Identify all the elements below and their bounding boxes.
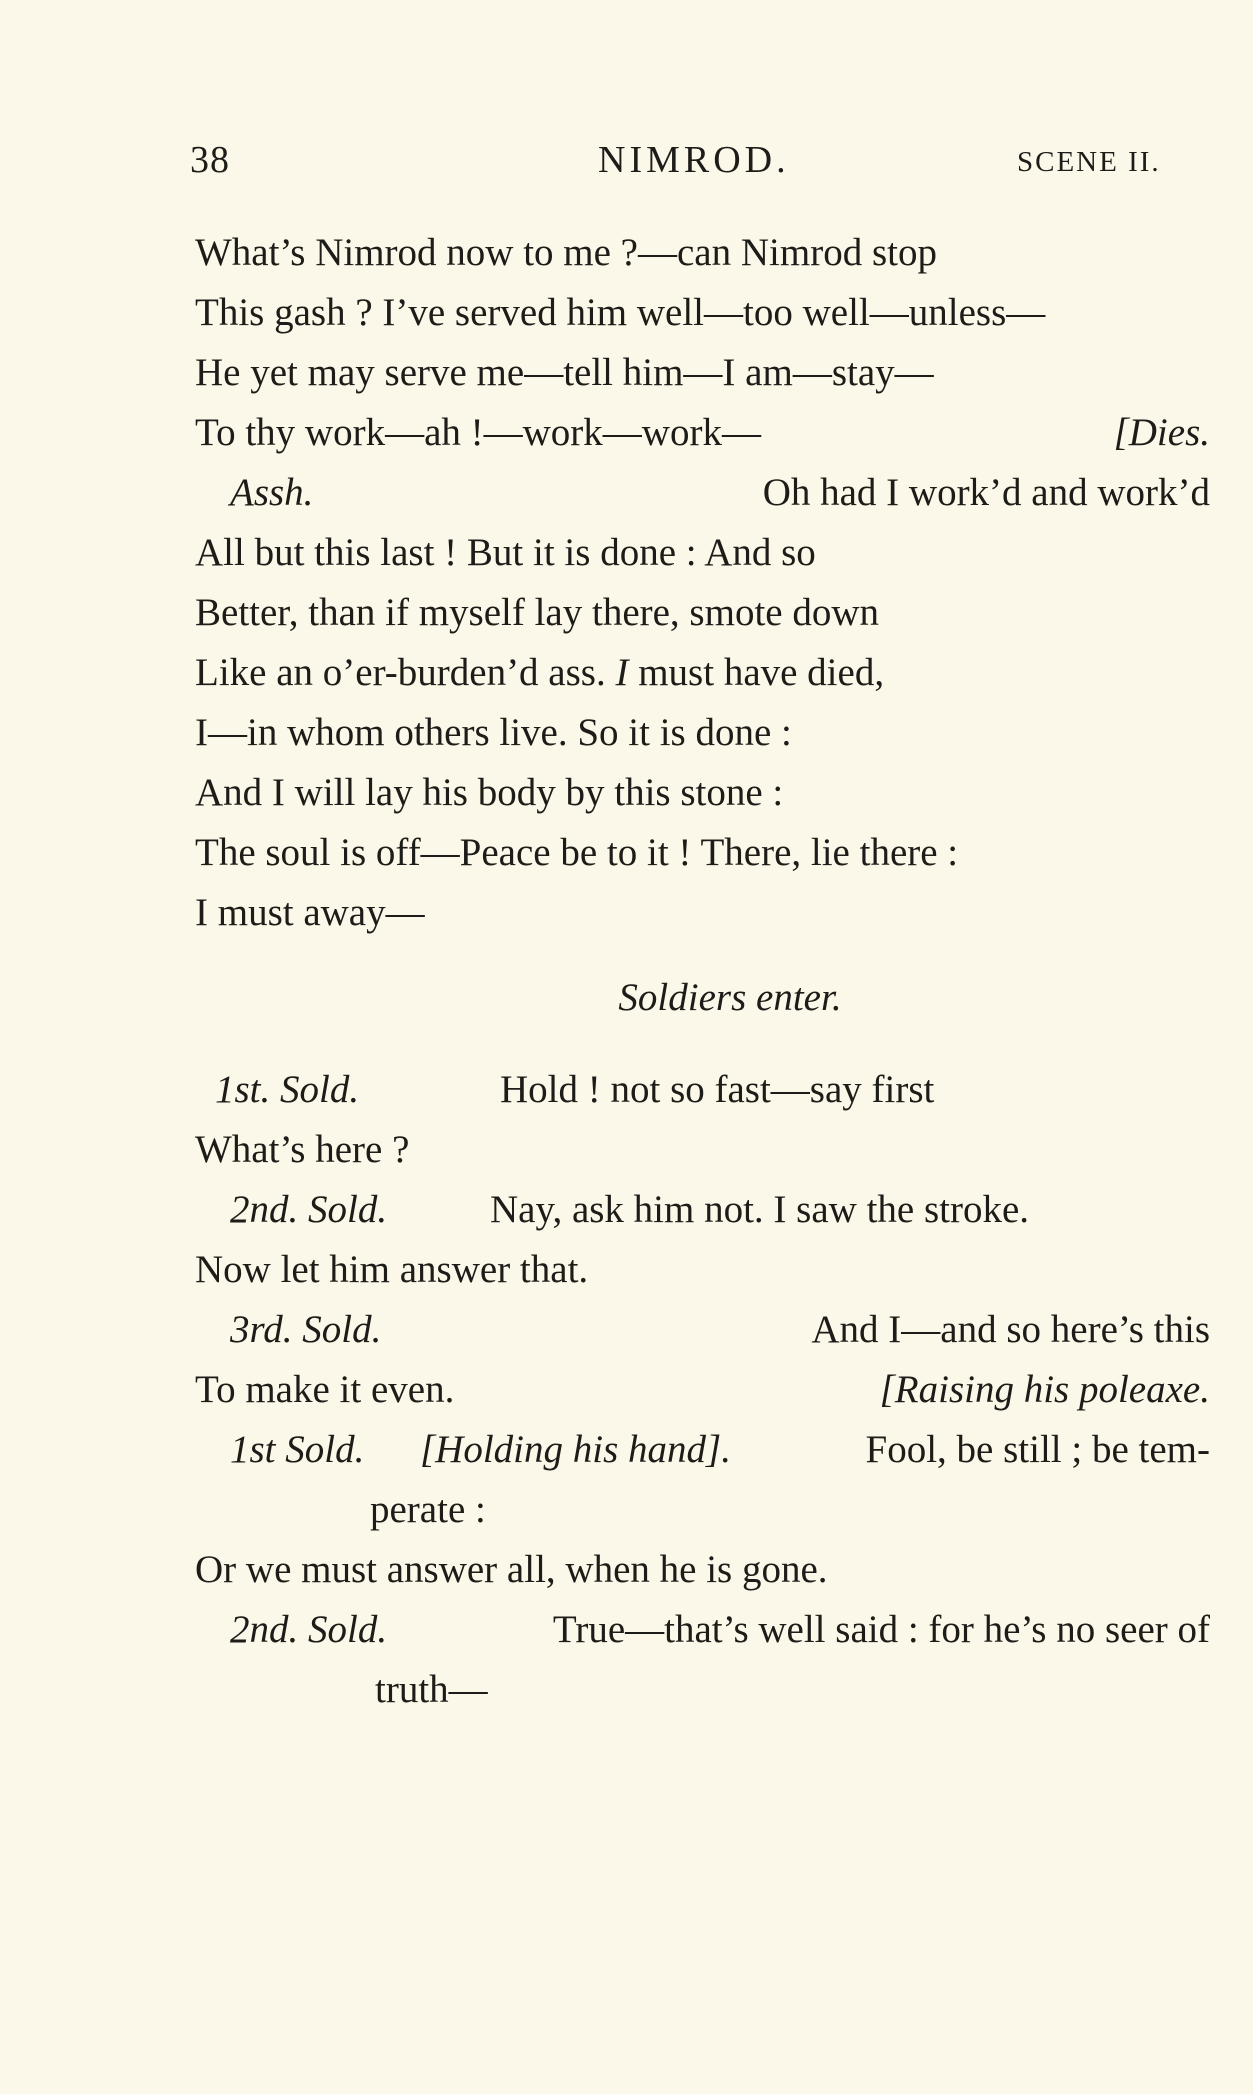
stage-direction: [Dies. [1113, 411, 1210, 454]
speaker-name: 2nd. Sold. [230, 1188, 388, 1231]
verse-line [195, 468, 1210, 518]
verse-line [195, 1605, 1210, 1655]
verse-text: Like an o’er-burden’d ass. [195, 651, 606, 694]
verse-line [195, 648, 1210, 698]
verse-text: Nay, ask him not. I saw the stroke. [490, 1188, 1030, 1231]
stage-direction: [Raising his poleaxe. [879, 1368, 1210, 1411]
verse-line: He yet may serve me—tell him—I am—stay— [195, 351, 934, 394]
page-number: 38 [190, 139, 230, 181]
verse-line: Or we must answer all, when he is gone. [195, 1548, 828, 1591]
verse-line: perate : [370, 1488, 486, 1531]
speaker-name: 3rd. Sold. [230, 1308, 382, 1351]
verse-line: The soul is off—Peace be to it ! There, lie there : [195, 831, 959, 874]
running-title: NIMROD. [598, 139, 790, 181]
verse-line: What’s Nimrod now to me ?—can Nimrod stop [195, 231, 937, 274]
verse-text: Hold ! not so fast—say first [500, 1068, 935, 1111]
verse-line: Now let him answer that. [195, 1248, 589, 1291]
verse-text: Oh had I work’d and work’d [762, 471, 1210, 514]
verse-line: What’s here ? [195, 1128, 410, 1171]
speaker-name: Assh. [230, 471, 314, 514]
verse-text: must have died, [638, 651, 885, 694]
verse-line: I—in whom others live. So it is done : [195, 711, 792, 754]
verse-line [195, 1425, 1210, 1475]
verse-line [195, 1305, 1210, 1355]
verse-text: And I—and so here’s this [811, 1308, 1210, 1351]
verse-text: True—that’s well said : for he’s no seer of [552, 1608, 1210, 1651]
speaker-name: 1st. Sold. [215, 1068, 360, 1111]
verse-line: And I will lay his body by this stone : [195, 771, 784, 814]
verse-line: I must away— [195, 891, 425, 934]
verse-line [195, 408, 1210, 458]
verse-line: All but this last ! But it is done : And so [195, 531, 816, 574]
verse-line: truth— [375, 1668, 488, 1711]
scene-label: SCENE II. [1017, 146, 1161, 178]
speaker-name: 1st Sold. [230, 1428, 365, 1471]
stage-direction-center: Soldiers enter. [618, 976, 842, 1019]
verse-text: To make it even. [195, 1368, 455, 1411]
verse-text: To thy work—ah !—work—work— [195, 411, 761, 454]
verse-line [195, 1065, 1210, 1115]
verse-line [195, 1185, 1210, 1235]
emphasis-text: I [615, 651, 629, 694]
verse-text: Fool, be still ; be tem- [865, 1428, 1210, 1471]
verse-line: Better, than if myself lay there, smote down [195, 591, 880, 634]
verse-line: This gash ? I’ve served him well—too well—unless— [195, 291, 1046, 334]
verse-line [195, 1365, 1210, 1415]
speaker-name: 2nd. Sold. [230, 1608, 388, 1651]
stage-direction: [Holding his hand]. [420, 1428, 731, 1471]
